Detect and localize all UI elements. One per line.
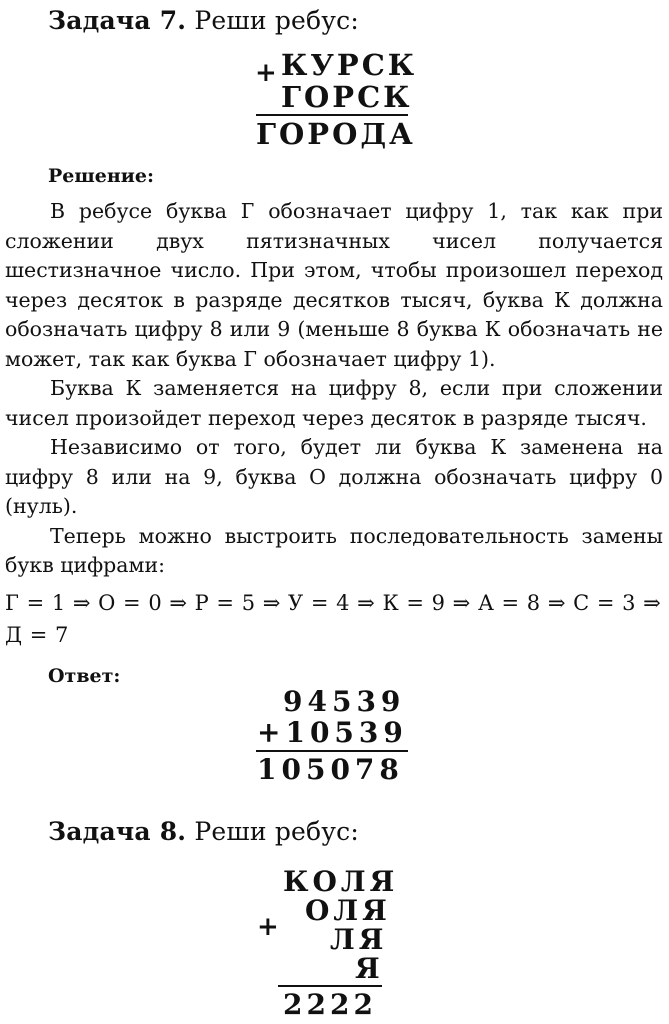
rebus-line-2: ГОРСК bbox=[281, 80, 413, 114]
task8-heading-text: Реши ребус: bbox=[194, 817, 360, 846]
rebus-result: ГОРОДА bbox=[256, 117, 416, 151]
solution-paragraph: Буква К заменяется на цифру 8, если при сложении чисел произойдет переход через десяток в разряде тысяч. bbox=[5, 376, 663, 430]
solution-label: Решение: bbox=[48, 165, 154, 187]
answer-label: Ответ: bbox=[48, 665, 121, 687]
rebus8-sum-line bbox=[278, 985, 382, 987]
solution-paragraph: Независимо от того, будет ли буква К заменена на цифру 8 или на 9, буква О должна обозначать цифру 0 (нуль). bbox=[5, 435, 663, 518]
task8-heading bbox=[48, 817, 359, 846]
answer-result: 105078 bbox=[257, 753, 404, 786]
rebus8-line-1: КОЛЯ bbox=[283, 865, 399, 898]
answer-line-1: 94539 bbox=[283, 685, 406, 718]
rebus-line-1: КУРСК bbox=[281, 48, 418, 82]
task7-heading-number: Задача 7. bbox=[48, 6, 187, 35]
rebus8-line-4: Я bbox=[355, 952, 384, 985]
substitution-chain: Г = 1 ⇒ О = 0 ⇒ Р = 5 ⇒ У = 4 ⇒ К = 9 ⇒ А = 8 ⇒ С = 3 ⇒ Д = 7 bbox=[5, 591, 661, 647]
rebus8-line-2: ОЛЯ bbox=[305, 894, 391, 927]
solution-text bbox=[5, 197, 663, 581]
answer-line-2: +10539 bbox=[257, 716, 408, 749]
task8-heading-number: Задача 8. bbox=[48, 817, 187, 846]
task7-heading bbox=[48, 6, 359, 35]
rebus-sum-line bbox=[256, 114, 408, 116]
rebus8-result: 2222 bbox=[283, 988, 377, 1021]
solution-paragraph: Теперь можно выстроить последовательность замены букв цифрами: bbox=[5, 523, 663, 577]
rebus8-line-3: ЛЯ bbox=[330, 923, 388, 956]
rebus8-plus-sign: + bbox=[257, 912, 279, 942]
solution-paragraph: В ребусе буква Г обозначает цифру 1, так как при сложении двух пятизначных чисел получается шестизначное число. При этом, чтобы произошел переход через десяток в разряде десятков тысяч, буква К должна обозначать цифру 8 или 9 (меньше 8 буква К обозначать не может, так как буква Г обозначает цифру 1). bbox=[5, 199, 663, 371]
answer-sum-line bbox=[256, 750, 408, 752]
task7-heading-text: Реши ребус: bbox=[194, 6, 360, 35]
rebus-plus-sign: + bbox=[255, 58, 277, 88]
